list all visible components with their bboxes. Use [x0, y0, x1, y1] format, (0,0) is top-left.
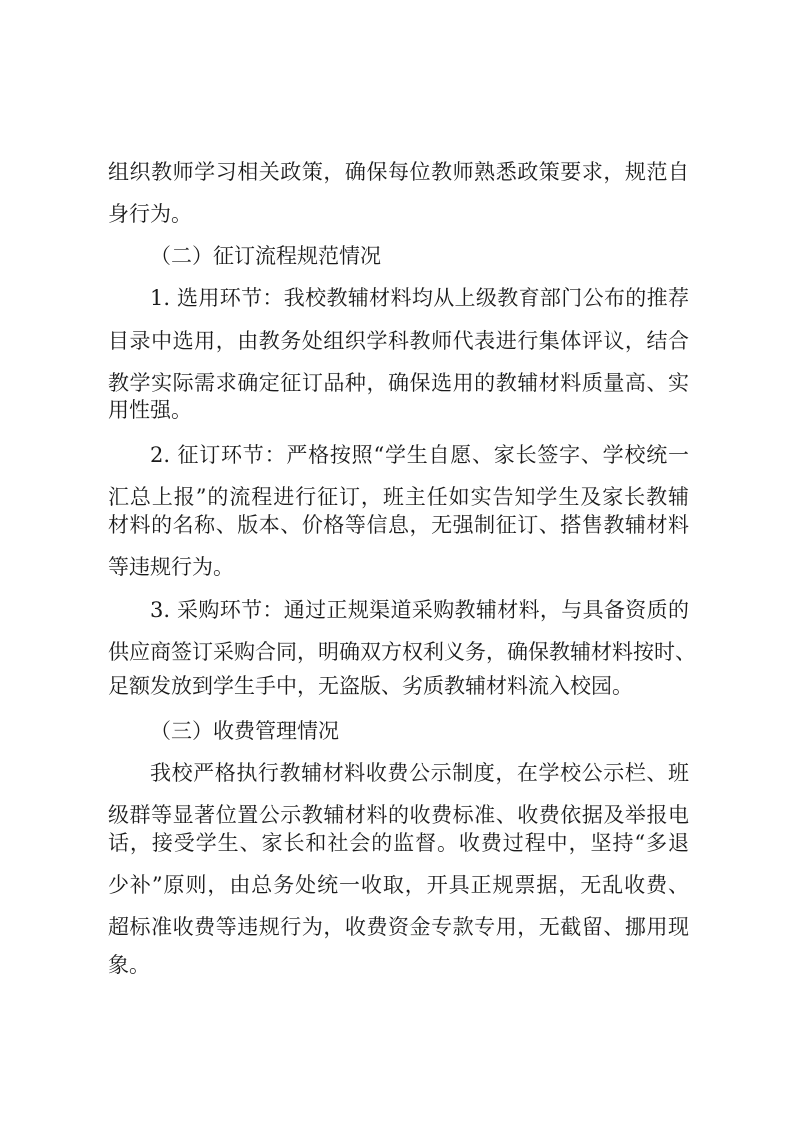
item-2-line: 材料的名称、版本、价格等信息，无强制征订、搭售教辅材料 — [108, 513, 689, 537]
fee-paragraph-line: 我校严格执行教辅材料收费公示制度，在学校公示栏、班 — [150, 761, 689, 785]
item-1-line: 1. 选用环节：我校教辅材料均从上级教育部门公布的推荐 — [150, 286, 689, 310]
intro-paragraph-line: 身行为。 — [108, 202, 192, 226]
item-1-line: 教学实际需求确定征订品种，确保选用的教辅材料质量高、实 — [108, 371, 689, 395]
fee-paragraph-line: 话，接受学生、家长和社会的监督。收费过程中，坚持“多退 — [108, 831, 689, 855]
fee-paragraph-line: 超标准收费等违规行为，收费资金专款专用，无截留、挪用现 — [108, 915, 689, 939]
item-2-line: 2. 征订环节：严格按照“学生自愿、家长签字、学校统一 — [150, 443, 689, 467]
fee-paragraph-line: 象。 — [108, 953, 150, 977]
intro-paragraph-line: 组织教师学习相关政策，确保每位教师熟悉政策要求，规范自 — [108, 160, 689, 184]
fee-paragraph-line: 级群等显著位置公示教辅材料的收费标准、收费依据及举报电 — [108, 803, 689, 827]
item-3-line: 3. 采购环节：通过正规渠道采购教辅材料，与具备资质的 — [150, 598, 689, 622]
fee-paragraph-line: 少补”原则，由总务处统一收取，开具正规票据，无乱收费、 — [108, 873, 689, 897]
item-1-line: 用性强。 — [108, 398, 192, 422]
item-1-line: 目录中选用，由教务处组织学科教师代表进行集体评议，结合 — [108, 329, 689, 353]
item-3-line: 供应商签订采购合同，明确双方权利义务，确保教辅材料按时、 — [108, 640, 696, 664]
item-3-line: 足额发放到学生手中，无盗版、劣质教辅材料流入校园。 — [108, 674, 633, 698]
section-2-heading: （二）征订流程规范情况 — [150, 244, 381, 268]
item-2-line: 等违规行为。 — [108, 555, 234, 579]
item-2-line: 汇总上报”的流程进行征订，班主任如实告知学生及家长教辅 — [108, 485, 689, 509]
section-3-heading: （三）收费管理情况 — [150, 719, 339, 743]
